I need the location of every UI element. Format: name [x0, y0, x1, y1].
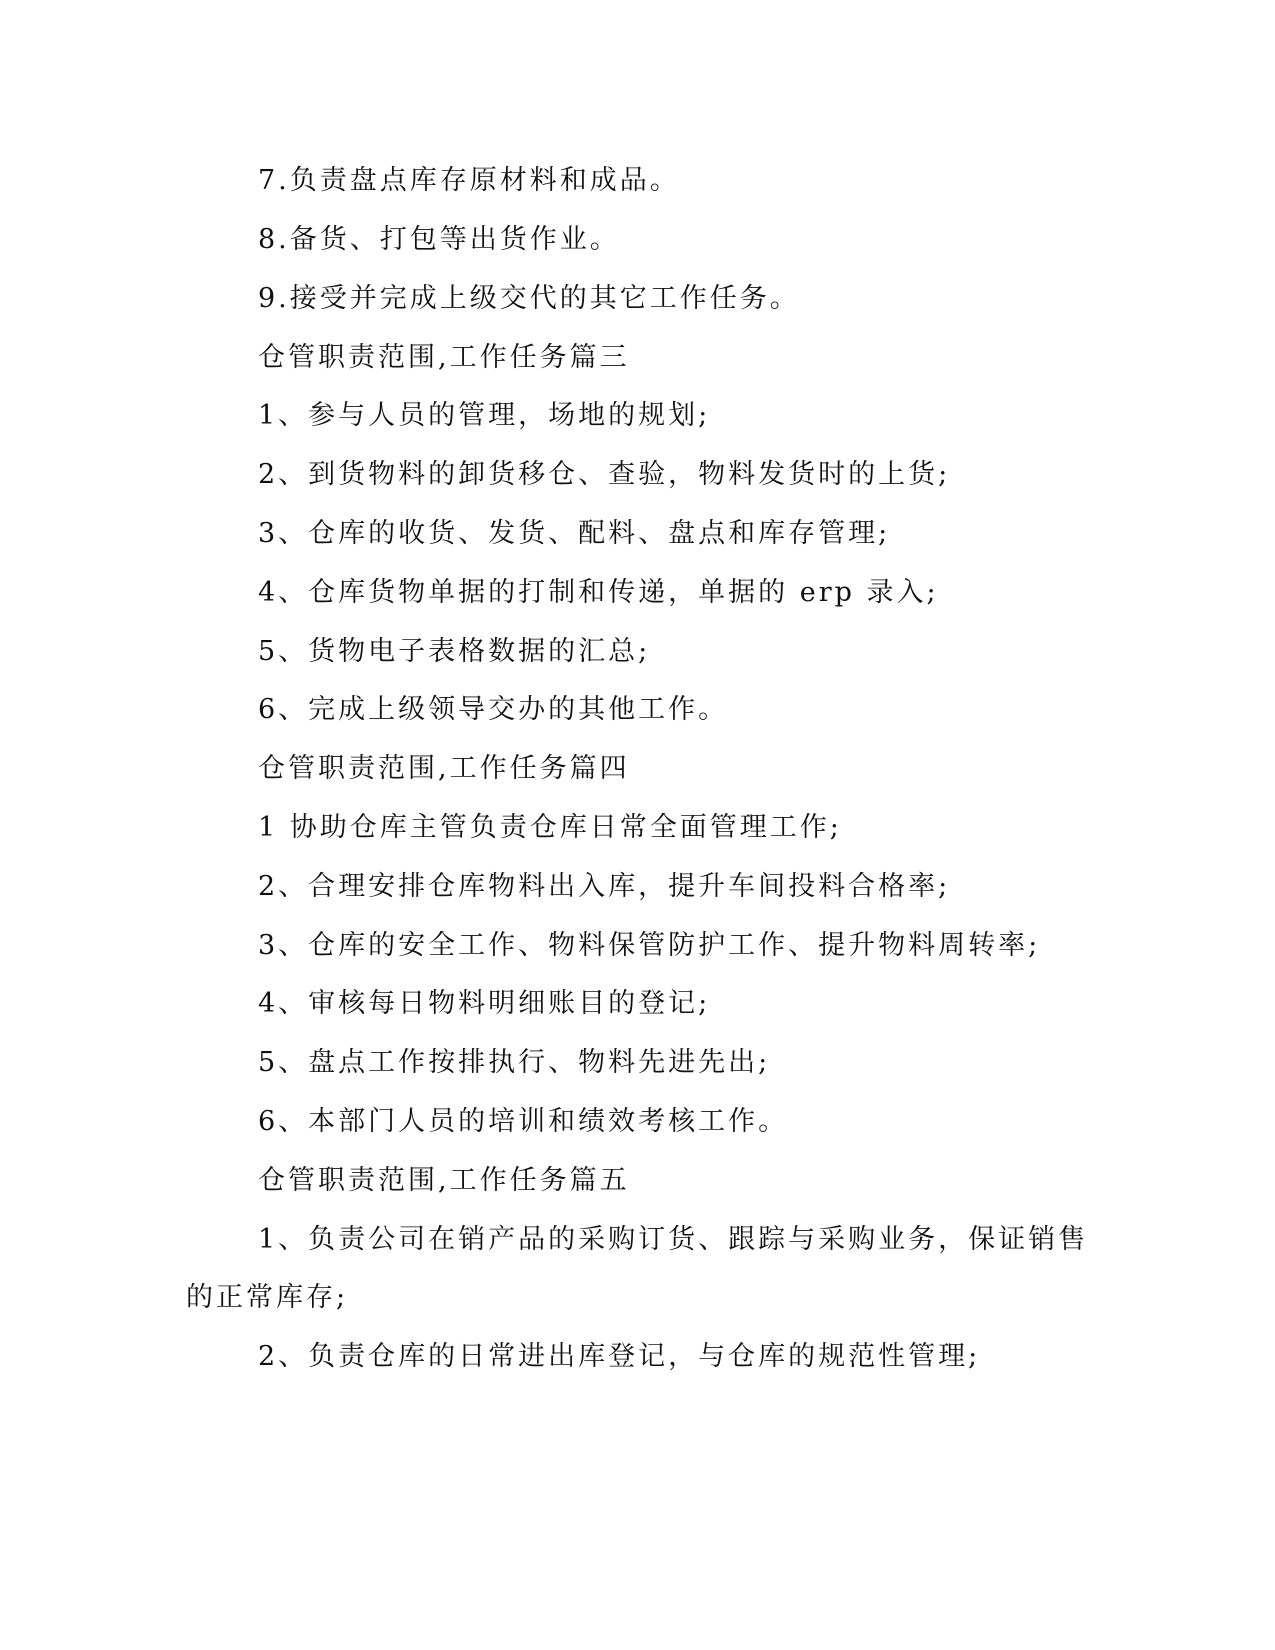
- list-item: 1 协助仓库主管负责仓库日常全面管理工作;: [258, 812, 842, 843]
- list-item: 3、仓库的收货、发货、配料、盘点和库存管理;: [258, 518, 891, 549]
- list-item: 5、盘点工作按排执行、物料先进先出;: [258, 1047, 771, 1078]
- list-item-continuation: 的正常库存;: [186, 1282, 349, 1313]
- list-item: 3、仓库的安全工作、物料保管防护工作、提升物料周转率;: [258, 930, 1041, 961]
- section-heading: 仓管职责范围,工作任务篇四: [258, 753, 630, 784]
- list-item: 2、合理安排仓库物料出入库，提升车间投料合格率;: [258, 871, 951, 902]
- list-item: 9.接受并完成上级交代的其它工作任务。: [258, 283, 800, 314]
- list-item: 1、参与人员的管理，场地的规划;: [258, 400, 711, 431]
- list-item: 4、仓库货物单据的打制和传递，单据的 erp 录入;: [258, 577, 939, 608]
- list-item: 4、审核每日物料明细账目的登记;: [258, 988, 711, 1019]
- list-item: 7.负责盘点库存原材料和成品。: [258, 165, 680, 196]
- list-item: 1、负责公司在销产品的采购订货、跟踪与采购业务，保证销售: [258, 1224, 1089, 1255]
- list-item: 5、货物电子表格数据的汇总;: [258, 636, 651, 667]
- list-item: 6、本部门人员的培训和绩效考核工作。: [258, 1106, 789, 1137]
- list-item: 8.备货、打包等出货作业。: [258, 224, 620, 255]
- section-heading: 仓管职责范围,工作任务篇三: [258, 342, 630, 373]
- list-item: 2、负责仓库的日常进出库登记，与仓库的规范性管理;: [258, 1341, 981, 1372]
- list-item: 2、到货物料的卸货移仓、查验，物料发货时的上货;: [258, 459, 951, 490]
- list-item: 6、完成上级领导交办的其他工作。: [258, 694, 729, 725]
- section-heading: 仓管职责范围,工作任务篇五: [258, 1165, 630, 1196]
